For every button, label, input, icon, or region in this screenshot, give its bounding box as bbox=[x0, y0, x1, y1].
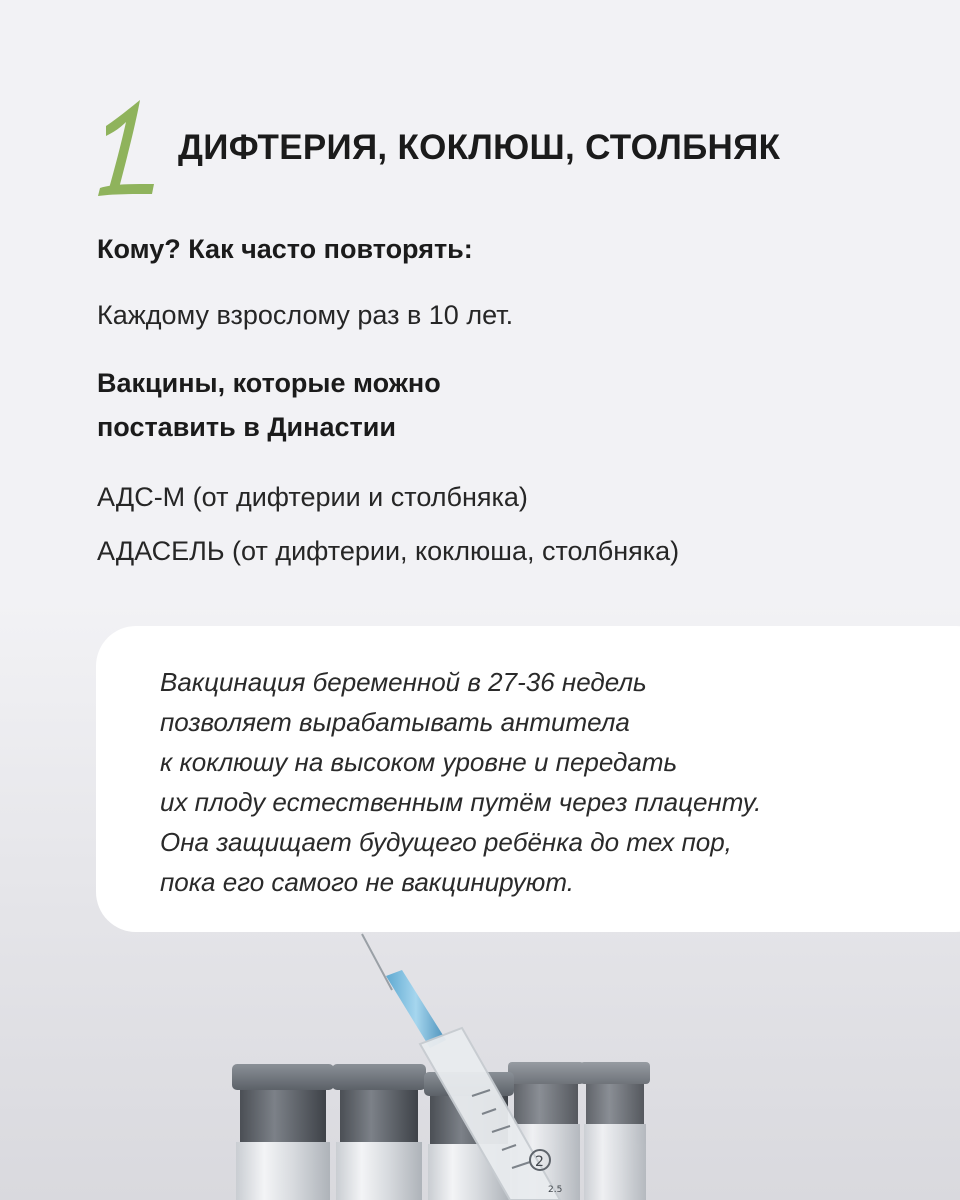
vaccines-heading-line1: Вакцины, которые можно bbox=[97, 368, 441, 398]
info-card bbox=[96, 626, 960, 932]
vaccines-heading-line2: поставить в Династии bbox=[97, 412, 396, 442]
page-title: ДИФТЕРИЯ, КОКЛЮШ, СТОЛБНЯК bbox=[178, 128, 781, 167]
info-line: к коклюшу на высоком уровне и передать bbox=[160, 747, 678, 777]
vaccine-item: АДС-М (от дифтерии и столбняка) bbox=[97, 482, 528, 512]
who-heading: Кому? Как часто повторять: bbox=[97, 234, 473, 264]
info-card-text bbox=[160, 662, 880, 902]
info-line: позволяет вырабатывать антитела bbox=[160, 707, 630, 737]
syringe-mark: 2.5 bbox=[548, 1185, 563, 1195]
info-line: пока его самого не вакцинируют. bbox=[160, 867, 574, 897]
syringe-and-vials-photo bbox=[0, 920, 960, 1200]
step-number-text: 1 bbox=[88, 92, 89, 93]
syringe-mark: 2 bbox=[535, 1154, 544, 1170]
info-line: их плоду естественным путём через плаценту. bbox=[160, 787, 762, 817]
info-line: Вакцинация беременной в 27-36 недель bbox=[160, 667, 647, 697]
vaccine-item: АДАСЕЛЬ (от дифтерии, коклюша, столбняка) bbox=[97, 536, 680, 566]
step-number-icon bbox=[88, 92, 158, 202]
info-line: Она защищает будущего ребёнка до тех пор, bbox=[160, 827, 732, 857]
who-answer: Каждому взрослому раз в 10 лет. bbox=[97, 300, 514, 330]
